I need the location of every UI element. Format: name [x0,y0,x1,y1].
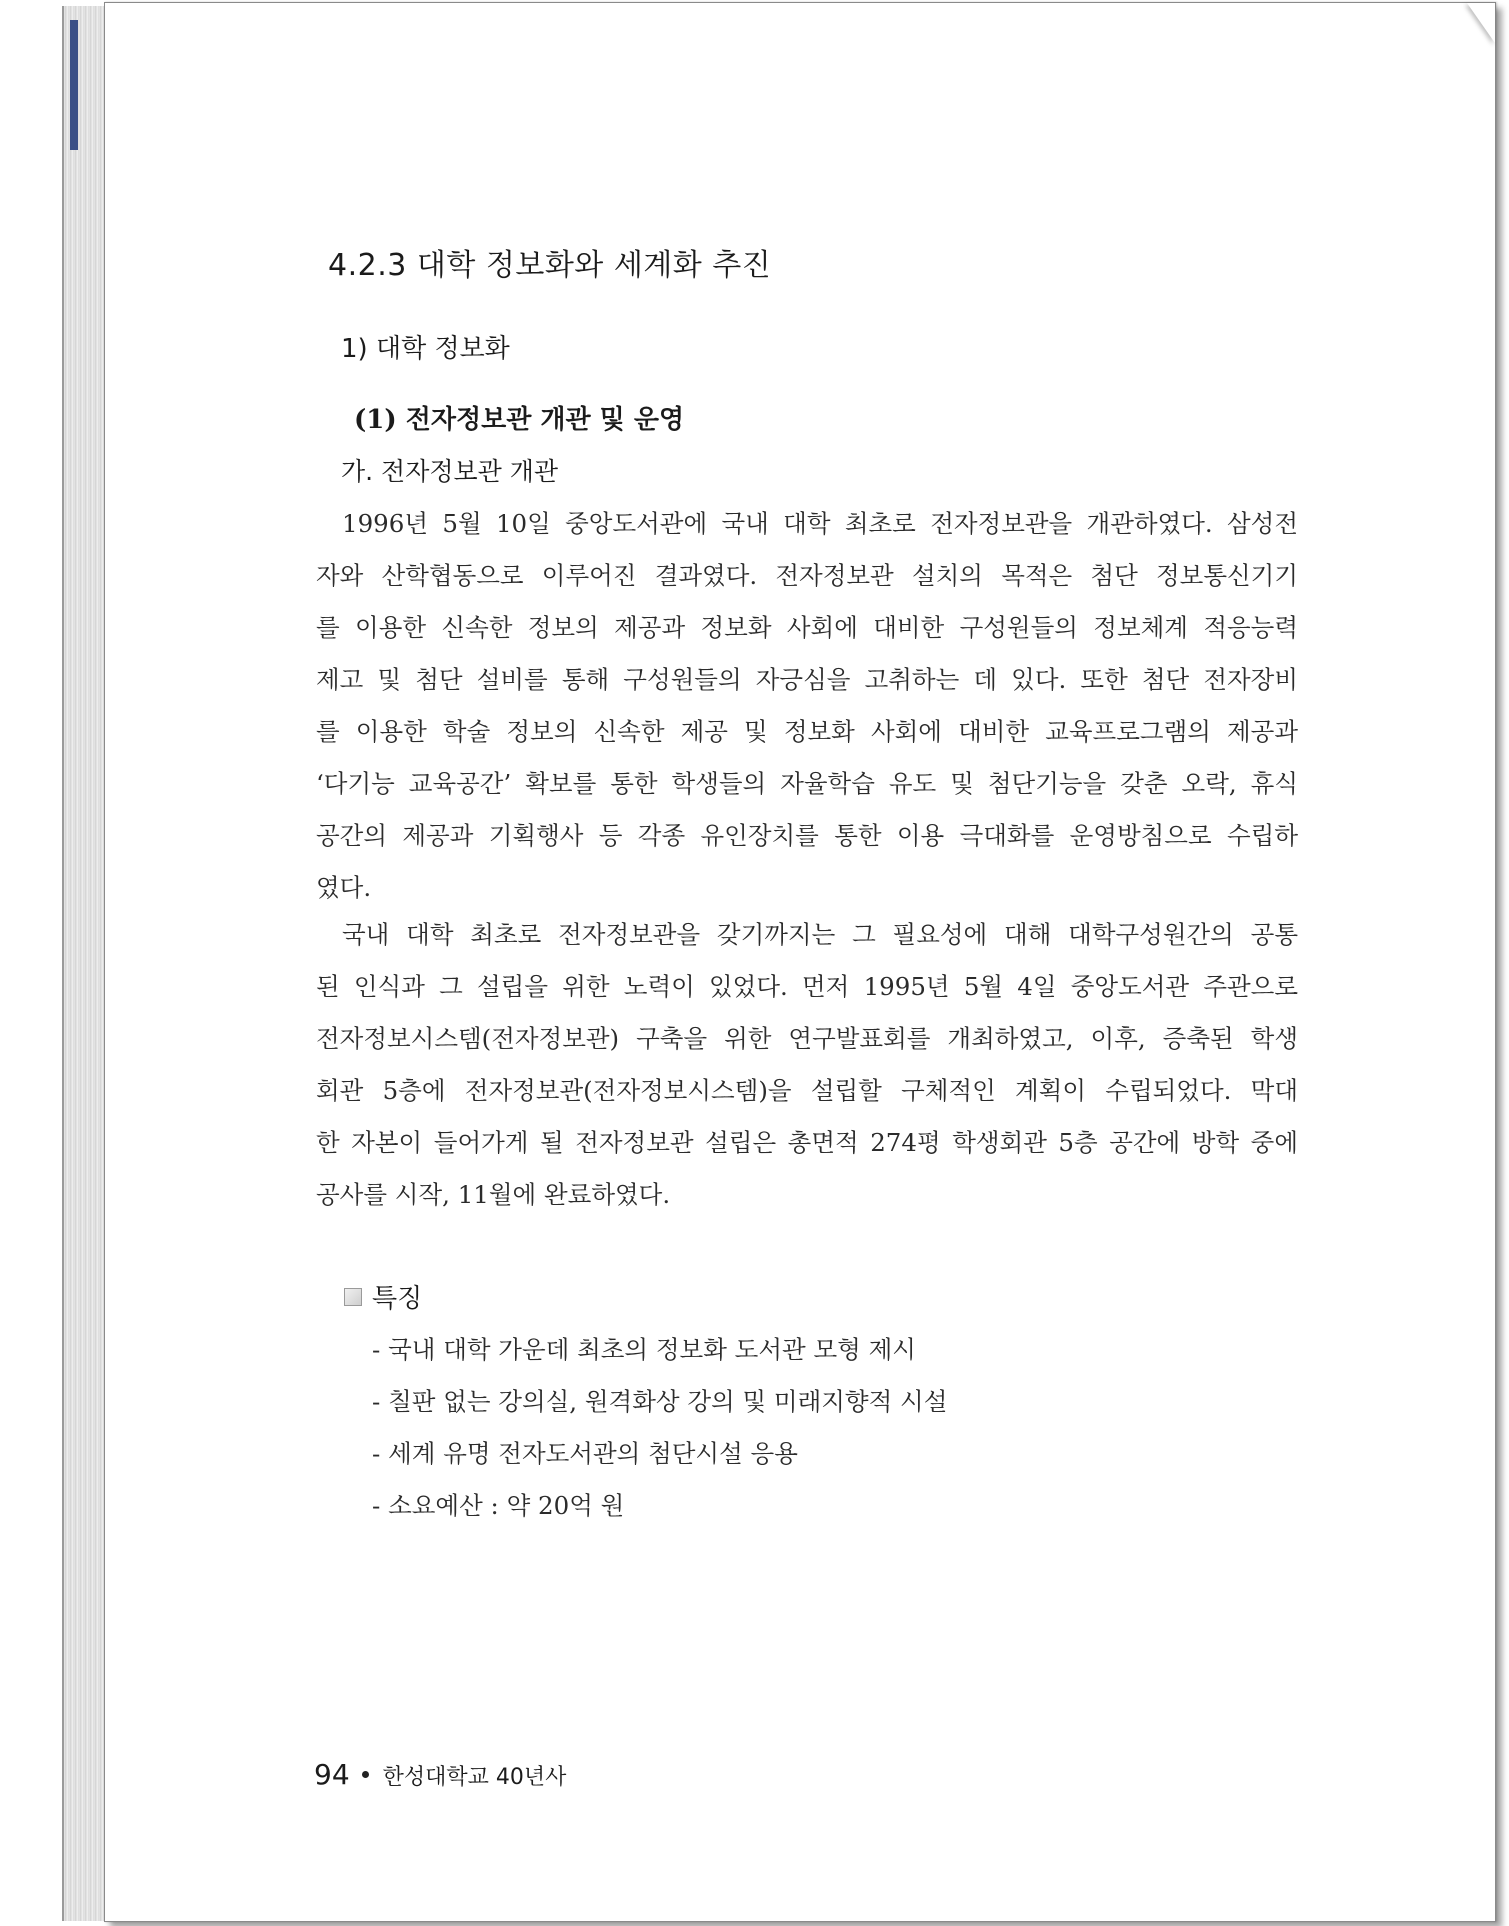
paragraph-line: 자와 산학협동으로 이루어진 결과였다. 전자정보관 설치의 목적은 첨단 정보통신기기 [316,561,1298,590]
section-title: 4.2.3 대학 정보화와 세계화 추진 [328,248,772,283]
paragraph-line: 공사를 시작, 11월에 완료하였다. [316,1180,671,1209]
list-item: - 칠판 없는 강의실, 원격화상 강의 및 미래지향적 시설 [372,1387,948,1416]
subsubsection-title: (1) 전자정보관 개관 및 운영 [354,405,685,435]
page-corner [1467,3,1495,43]
features-title [344,1278,422,1315]
paragraph-line: 1996년 5월 10일 중앙도서관에 국내 대학 최초로 전자정보관을 개관하였다. 삼성전 [342,509,1298,538]
paragraph-line: 국내 대학 최초로 전자정보관을 갖기까지는 그 필요성에 대해 대학구성원간의 공통 [342,920,1298,949]
paragraph-1 [316,498,1298,914]
paragraph-line: 를 이용한 학술 정보의 신속한 제공 및 정보화 사회에 대비한 교육프로그램의 제공과 [316,717,1298,746]
subsection-title: 1) 대학 정보화 [341,334,510,364]
spine-accent [70,20,78,150]
bullet-dot [362,1771,369,1778]
page-footer [314,1758,566,1791]
book-title: 한성대학교 40년사 [382,1765,567,1790]
page-number: 94 [314,1758,350,1791]
paragraph-line: ‘다기능 교육공간’ 확보를 통한 학생들의 자율학습 유도 및 첨단기능을 갖춘 오락, 휴식 [316,769,1298,798]
paragraph-line: 제고 및 첨단 설비를 통해 구성원들의 자긍심을 고취하는 데 있다. 또한 첨단 전자장비 [316,665,1298,694]
list-item: - 세계 유명 전자도서관의 첨단시설 응용 [372,1439,798,1468]
list-item: - 소요예산 : 약 20억 원 [372,1491,625,1520]
paragraph-line: 회관 5층에 전자정보관(전자정보시스템)을 설립할 구체적인 계획이 수립되었다. 막대 [316,1076,1298,1105]
paragraph-line: 전자정보시스템(전자정보관) 구축을 위한 연구발표회를 개최하였고, 이후, 증축된 학생 [316,1024,1298,1053]
features-title-text: 특징 [372,1284,423,1314]
paragraph-line: 였다. [316,873,372,902]
paragraph-2 [316,909,1298,1221]
paragraph-line: 한 자본이 들어가게 될 전자정보관 설립은 총면적 274평 학생회관 5층 공간에 방학 중에 [316,1128,1298,1157]
book-page-edges [62,6,106,1921]
paragraph-line: 공간의 제공과 기획행사 등 각종 유인장치를 통한 이용 극대화를 운영방침으로 수립하 [316,821,1298,850]
list-item: - 국내 대학 가운데 최초의 정보화 도서관 모형 제시 [372,1335,916,1364]
paragraph-line: 된 인식과 그 설립을 위한 노력이 있었다. 먼저 1995년 5월 4일 중앙도서관 주관으로 [316,972,1298,1001]
paragraph-line: 를 이용한 신속한 정보의 제공과 정보화 사회에 대비한 구성원들의 정보체계 적응능력 [316,613,1298,642]
features-list [372,1324,947,1532]
item-title: 가. 전자정보관 개관 [341,457,559,486]
